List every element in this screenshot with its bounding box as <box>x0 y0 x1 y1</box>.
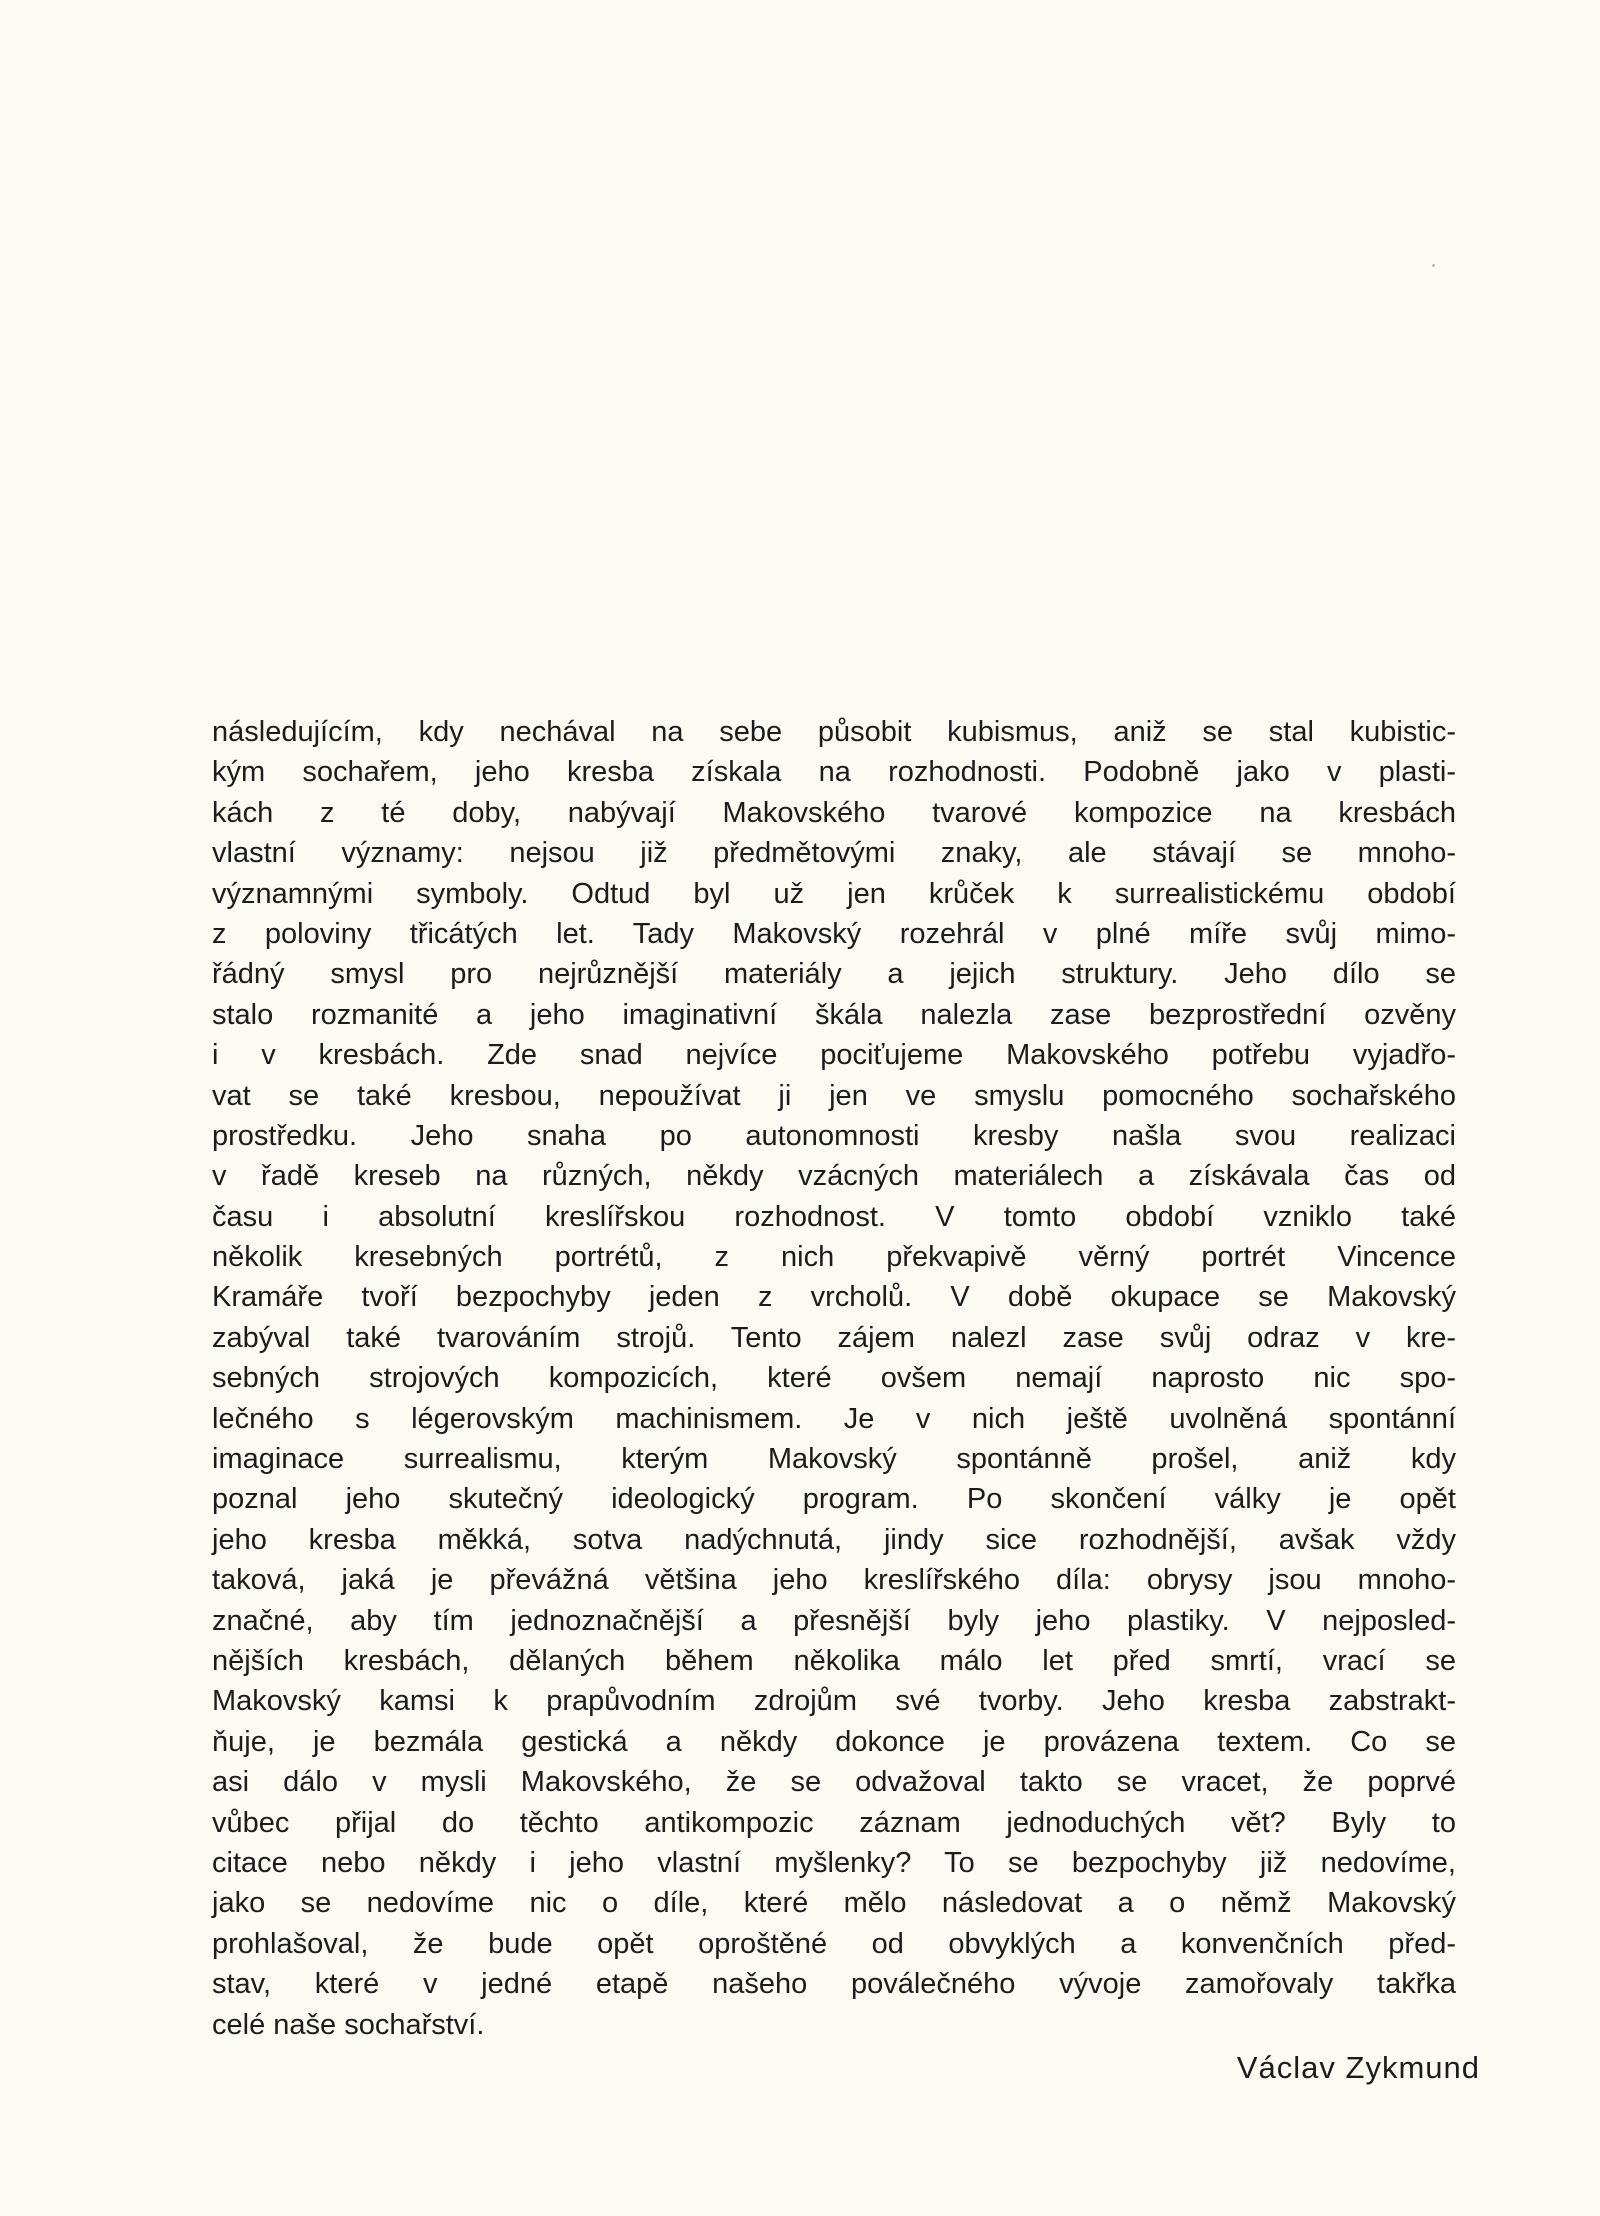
text-line: nějších kresbách, dělaných během několika málo let před smrtí, vrací se <box>212 1644 1456 1677</box>
text-line: sebných strojových kompozicích, které ovšem nemají naprosto nic spo- <box>212 1362 1456 1395</box>
text-line: vůbec přijal do těchto antikompozic záznam jednoduchých vět? Byly to <box>212 1806 1456 1839</box>
text-line: Kramáře tvoří bezpochyby jeden z vrcholů. V době okupace se Makovský <box>212 1281 1456 1314</box>
text-line: z poloviny třicátých let. Tady Makovský rozehrál v plné míře svůj mimo- <box>212 917 1456 950</box>
text-line: významnými symboly. Odtud byl už jen krůček k surrealistickému období <box>212 877 1456 910</box>
text-line: zabýval také tvarováním strojů. Tento zájem nalezl zase svůj odraz v kre- <box>212 1321 1456 1354</box>
text-line: kým sochařem, jeho kresba získala na rozhodnosti. Podobně jako v plasti- <box>212 756 1456 789</box>
text-line: poznal jeho skutečný ideologický program. Po skončení války je opět <box>212 1483 1456 1516</box>
text-line: i v kresbách. Zde snad nejvíce pociťujeme Makovského potřebu vyjadřo- <box>212 1039 1456 1072</box>
text-line: prohlašoval, že bude opět oproštěné od obvyklých a konvenčních před- <box>212 1927 1456 1960</box>
text-line: řádný smysl pro nejrůznější materiály a jejich struktury. Jeho dílo se <box>212 958 1456 991</box>
text-line: času i absolutní kreslířskou rozhodnost. V tomto období vzniklo také <box>212 1200 1456 1233</box>
body-text <box>212 712 1456 2045</box>
text-line: ňuje, je bezmála gestická a někdy dokonce je provázena textem. Co se <box>212 1725 1456 1758</box>
text-line: jeho kresba měkká, sotva nadýchnutá, jindy sice rozhodnější, avšak vždy <box>212 1523 1456 1556</box>
text-line: kách z té doby, nabývají Makovského tvarové kompozice na kresbách <box>212 796 1456 829</box>
text-line: následujícím, kdy nechával na sebe působit kubismus, aniž se stal kubistic- <box>212 716 1456 748</box>
text-line: imaginace surrealismu, kterým Makovský spontánně prošel, aniž kdy <box>212 1443 1456 1476</box>
text-line: stalo rozmanité a jeho imaginativní škála nalezla zase bezprostřední ozvěny <box>212 998 1456 1031</box>
text-line: jako se nedovíme nic o díle, které mělo následovat a o němž Makovský <box>212 1887 1456 1920</box>
text-line: taková, jaká je převážná většina jeho kreslířského díla: obrysy jsou mnoho- <box>212 1564 1456 1597</box>
text-line: vat se také kresbou, nepoužívat ji jen ve smyslu pomocného sochařského <box>212 1079 1456 1112</box>
text-line: citace nebo někdy i jeho vlastní myšlenky? To se bezpochyby již nedovíme, <box>212 1846 1456 1879</box>
text-line: lečného s légerovským machinismem. Je v nich ještě uvolněná spontánní <box>212 1402 1456 1435</box>
paper-speck <box>1432 264 1435 267</box>
text-line: prostředku. Jeho snaha po autonomnosti kresby našla svou realizaci <box>212 1119 1456 1152</box>
text-line: Makovský kamsi k prapůvodním zdrojům své tvorby. Jeho kresba zabstrakt- <box>212 1685 1456 1718</box>
text-line: v řadě kreseb na různých, někdy vzácných materiálech a získávala čas od <box>212 1160 1456 1193</box>
text-line: stav, které v jedné etapě našeho poválečného vývoje zamořovaly takřka <box>212 1968 1456 2001</box>
text-line: několik kresebných portrétů, z nich překvapivě věrný portrét Vincence <box>212 1241 1456 1274</box>
text-line: značné, aby tím jednoznačnější a přesnější byly jeho plastiky. V nejposled- <box>212 1604 1456 1637</box>
text-line: celé naše sochařství. <box>212 2008 485 2041</box>
author-signature: Václav Zykmund <box>1236 2050 1480 2085</box>
text-line: asi dálo v mysli Makovského, že se odvažoval takto se vracet, že poprvé <box>212 1766 1456 1799</box>
text-line: vlastní významy: nejsou již předmětovými znaky, ale stávají se mnoho- <box>212 837 1456 870</box>
